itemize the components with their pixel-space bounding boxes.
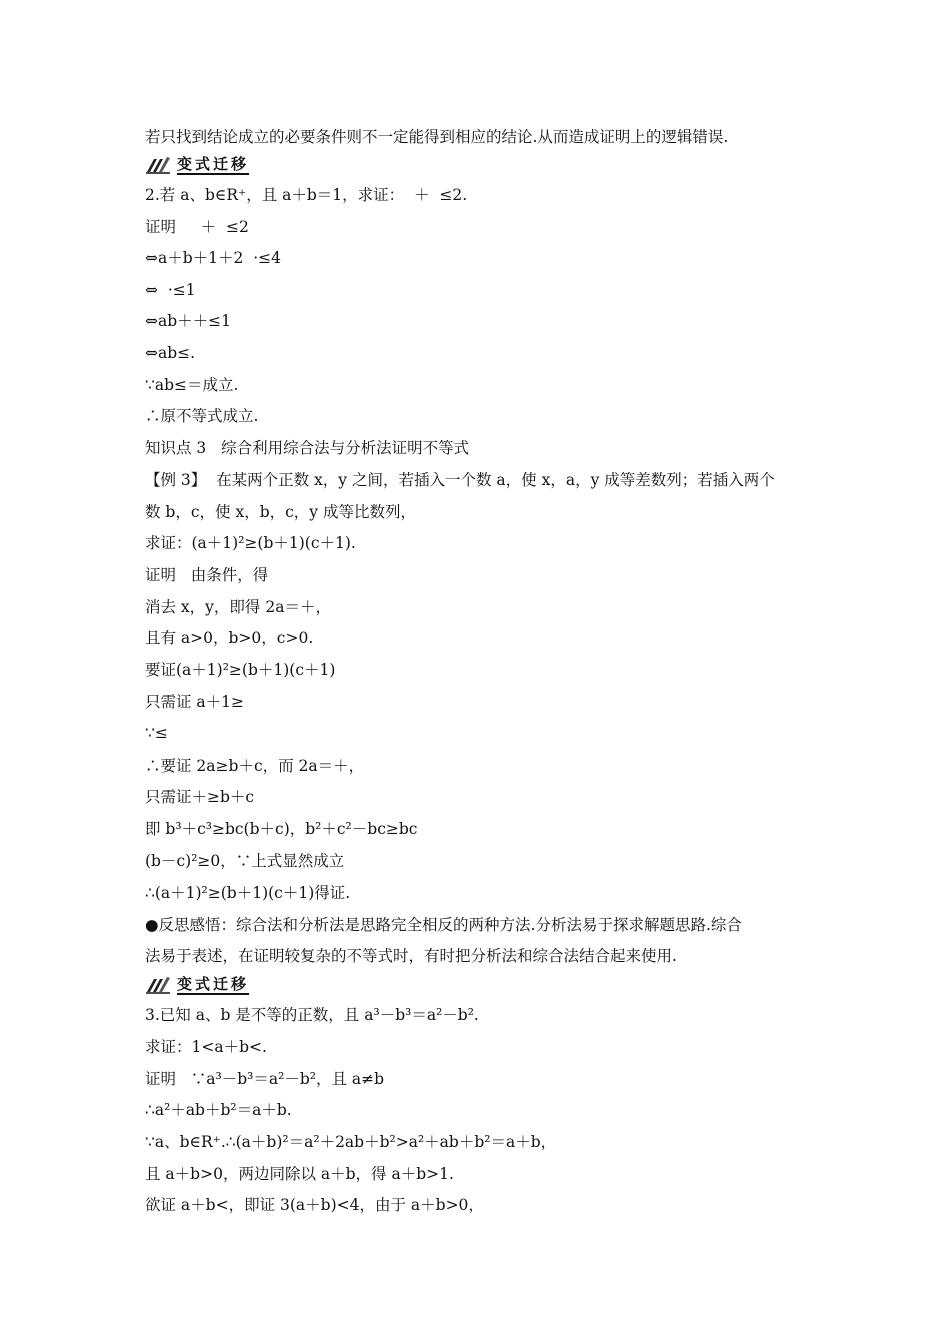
text-line: 证明 ＋ ≤2 <box>145 218 249 236</box>
reflection-line: 法易于表述，在证明较复杂的不等式时，有时把分析法和综合法结合起来使用. <box>145 947 677 965</box>
variant-transfer-header <box>145 155 249 175</box>
text-line: ∵ab≤＝成立. <box>145 376 239 394</box>
text-line: 只需证 a＋1≥ <box>145 693 245 711</box>
text-line: ⇔a＋b＋1＋2 ·≤4 <box>145 249 282 267</box>
section-header-title: 变式迁移 <box>177 975 250 993</box>
text-line: 证明 ∵a³－b³＝a²－b²，且 a≠b <box>145 1070 385 1088</box>
text-line: ⇔ ·≤1 <box>145 281 196 299</box>
text-line: 求证：1<a＋b<. <box>145 1038 267 1056</box>
text-line: ⇔ab≤. <box>145 344 196 362</box>
reflection-line: ●反思感悟：综合法和分析法是思路完全相反的两种方法.分析法易于探求解题思路.综合 <box>145 916 742 934</box>
pen-ruler-icon <box>145 976 171 994</box>
text-line: ∵a、b∈R⁺.∴(a＋b)²＝a²＋2ab＋b²>a²＋ab＋b²＝a＋b， <box>145 1133 557 1151</box>
text-line: 且 a＋b>0，两边同除以 a＋b，得 a＋b>1. <box>145 1165 454 1183</box>
text-line: 即 b³＋c³≥bc(b＋c)，b²＋c²－bc≥bc <box>145 820 418 838</box>
text-line: 消去 x，y，即得 2a＝＋， <box>145 598 331 616</box>
knowledge-point-heading: 知识点 3 综合利用综合法与分析法证明不等式 <box>145 439 470 457</box>
text-line: 要证(a＋1)²≥(b＋1)(c＋1) <box>145 661 336 679</box>
text-line: 求证：(a＋1)²≥(b＋1)(c＋1). <box>145 534 356 552</box>
text-line: 欲证 a＋b<，即证 3(a＋b)<4，由于 a＋b>0， <box>145 1196 484 1214</box>
text-line: ∴a²＋ab＋b²＝a＋b. <box>145 1101 292 1119</box>
text-line: 2.若 a、b∈R⁺，且 a＋b＝1，求证： ＋ ≤2. <box>145 186 468 204</box>
text-line: 证明 由条件，得 <box>145 566 269 584</box>
text-line: 且有 a>0，b>0，c>0. <box>145 629 314 647</box>
text-line: 若只找到结论成立的必要条件则不一定能得到相应的结论.从而造成证明上的逻辑错误. <box>145 128 729 146</box>
pen-ruler-icon <box>145 156 171 174</box>
text-line: (b－c)²≥0，∵上式显然成立 <box>145 852 345 870</box>
variant-transfer-header <box>145 975 249 995</box>
text-line: ⇔ab＋＋≤1 <box>145 312 231 330</box>
text-line: 只需证＋≥b＋c <box>145 788 255 806</box>
text-line: ∴(a＋1)²≥(b＋1)(c＋1)得证. <box>145 884 351 902</box>
text-line: ∵≤ <box>145 724 168 742</box>
text-line: ∴原不等式成立. <box>145 407 259 425</box>
section-header-title: 变式迁移 <box>177 155 250 173</box>
text-line: ∴要证 2a≥b＋c，而 2a＝＋， <box>145 757 365 775</box>
text-line: 数 b，c，使 x，b，c，y 成等比数列， <box>145 503 416 521</box>
example-heading: 【例 3】 在某两个正数 x，y 之间，若插入一个数 a，使 x，a，y 成等差数列；若插入两个 <box>145 471 775 489</box>
text-line: 3.已知 a、b 是不等的正数，且 a³－b³＝a²－b². <box>145 1006 479 1024</box>
